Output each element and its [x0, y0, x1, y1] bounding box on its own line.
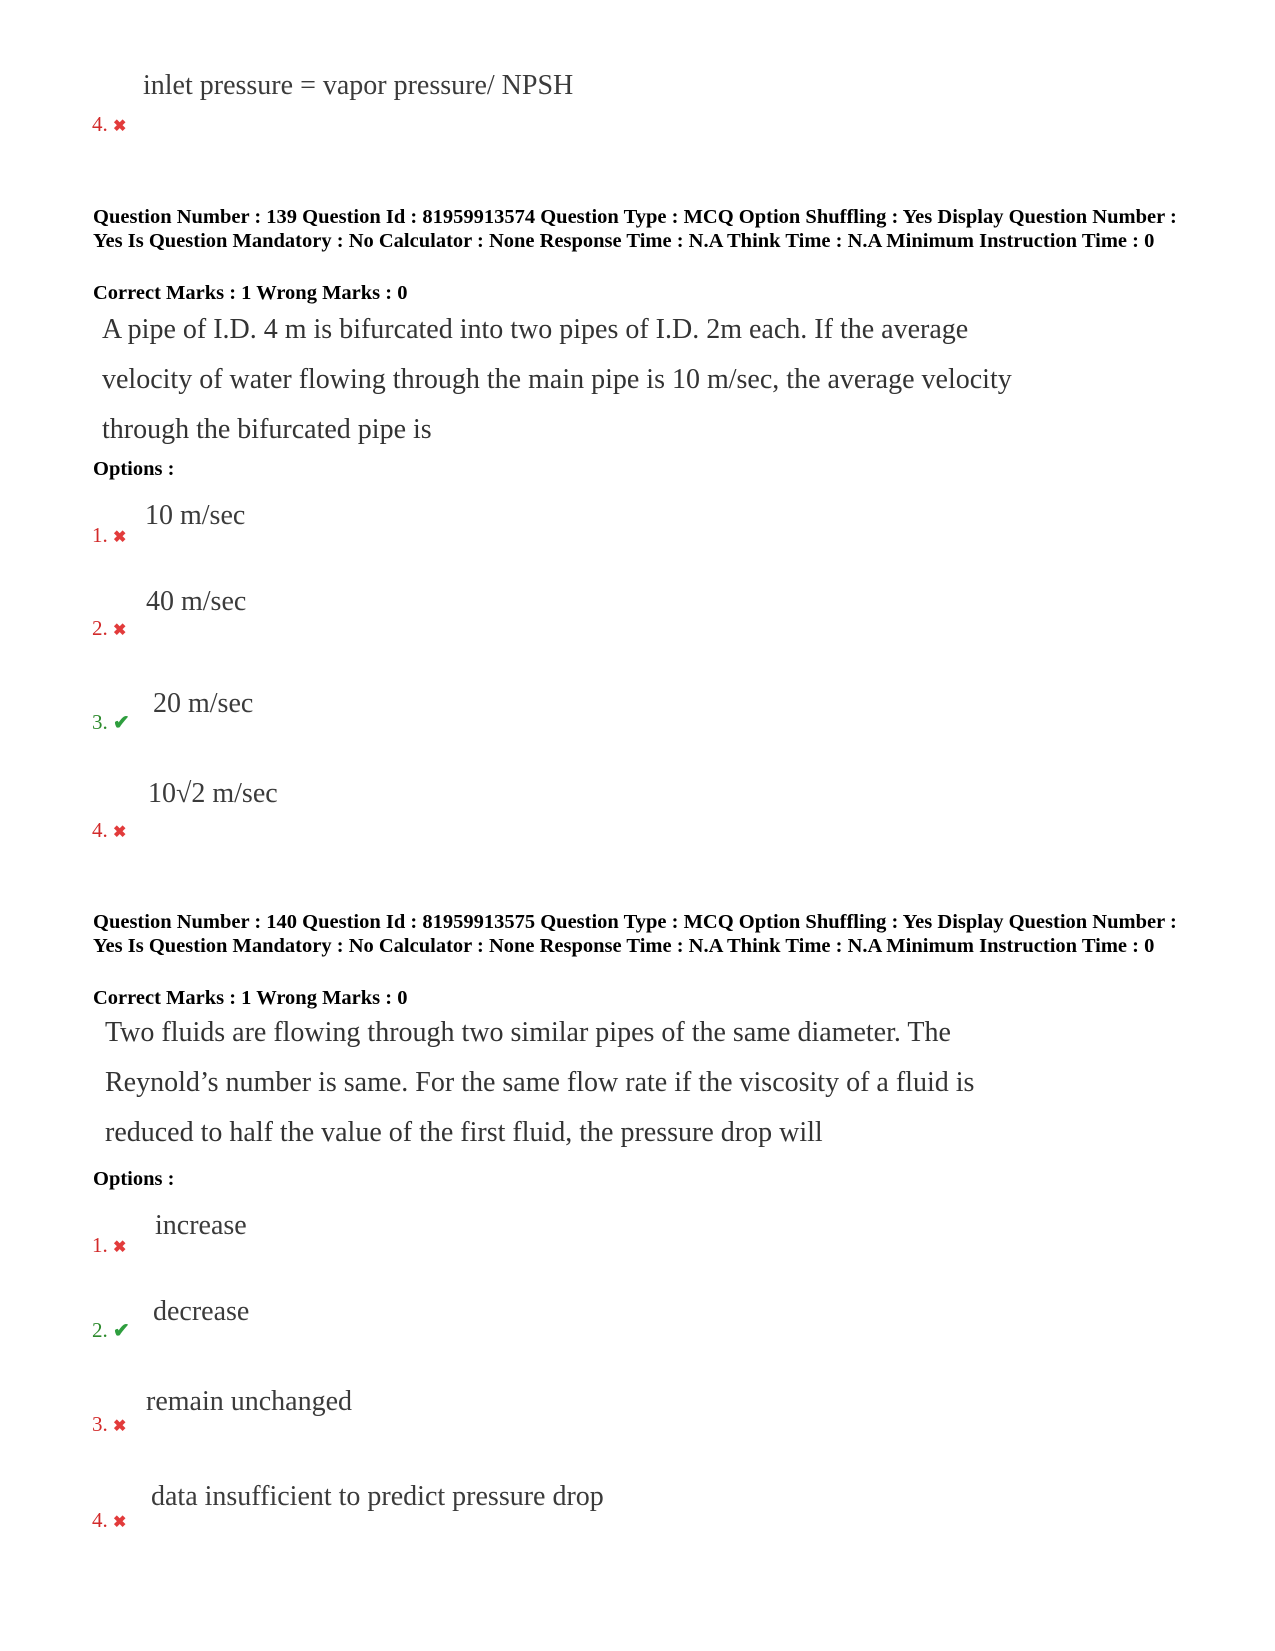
q139-meta: Question Number : 139 Question Id : 81959913574 Question Type : MCQ Option Shuffling : Yes Display Question Number : Yes Is Question Mandatory : No Calculator : None Response Time : N.A Think Time : N.A Minimum Instruction Time : 0: [93, 206, 1177, 252]
q139-option-4-number: [92, 818, 126, 843]
option-number: 3.: [92, 710, 108, 734]
q140-option-2-text: decrease: [153, 1296, 250, 1327]
q140-option-3-number: [92, 1412, 126, 1437]
cross-icon: ✖: [113, 1239, 127, 1256]
question-line: Reynold’s number is same. For the same flow rate if the viscosity of a fluid is: [105, 1067, 975, 1098]
option-number: 4.: [92, 1508, 108, 1532]
q140-meta: Question Number : 140 Question Id : 81959913575 Question Type : MCQ Option Shuffling : Yes Display Question Number : Yes Is Question Mandatory : No Calculator : None Response Time : N.A Think Time : N.A Minimum Instruction Time : 0: [93, 911, 1177, 957]
cross-icon: ✖: [113, 622, 127, 639]
q140-option-1-number: [92, 1233, 126, 1258]
q140-options-label: Options :: [93, 1168, 175, 1190]
check-icon: ✔: [113, 712, 130, 734]
q139-option-4-text: 10√2 m/sec: [148, 778, 278, 809]
cross-icon: ✖: [113, 529, 127, 546]
q139-options-label: Options :: [93, 458, 175, 480]
q140-option-3-text: remain unchanged: [146, 1386, 353, 1417]
q139-option-3-number: [92, 710, 130, 735]
check-icon: ✔: [113, 1320, 130, 1342]
option-number: 1.: [92, 523, 108, 547]
cross-icon: ✖: [113, 118, 127, 135]
q139-question-text: [102, 305, 1012, 455]
option-number: 2.: [92, 1318, 108, 1342]
question-line: velocity of water flowing through the main pipe is 10 m/sec, the average velocity: [102, 364, 1012, 395]
q139-option-1-number: [92, 523, 126, 548]
cross-icon: ✖: [113, 1418, 127, 1435]
q140-option-4-number: [92, 1508, 126, 1533]
carryover-option-number: [92, 112, 126, 137]
q140-option-2-number: [92, 1318, 130, 1343]
question-line: reduced to half the value of the first fluid, the pressure drop will: [105, 1117, 823, 1148]
option-number: 2.: [92, 616, 108, 640]
option-number: 1.: [92, 1233, 108, 1257]
option-number: 4.: [92, 818, 108, 842]
option-number: 4.: [92, 112, 108, 136]
q139-marks: Correct Marks : 1 Wrong Marks : 0: [93, 282, 408, 304]
q139-option-1-text: 10 m/sec: [145, 500, 246, 531]
q139-option-2-number: [92, 616, 126, 641]
q139-option-2-text: 40 m/sec: [146, 586, 247, 617]
q140-question-text: [105, 1008, 974, 1158]
option-number: 3.: [92, 1412, 108, 1436]
question-line: Two fluids are flowing through two similar pipes of the same diameter. The: [105, 1017, 951, 1048]
question-line: A pipe of I.D. 4 m is bifurcated into two pipes of I.D. 2m each. If the average: [102, 314, 969, 345]
q140-option-4-text: data insufficient to predict pressure drop: [151, 1481, 604, 1512]
cross-icon: ✖: [113, 1514, 127, 1531]
q140-option-1-text: increase: [155, 1210, 247, 1241]
cross-icon: ✖: [113, 824, 127, 841]
carryover-option-text: inlet pressure = vapor pressure/ NPSH: [143, 70, 574, 101]
q140-marks: Correct Marks : 1 Wrong Marks : 0: [93, 987, 408, 1009]
question-line: through the bifurcated pipe is: [102, 414, 432, 445]
q139-option-3-text: 20 m/sec: [153, 688, 254, 719]
